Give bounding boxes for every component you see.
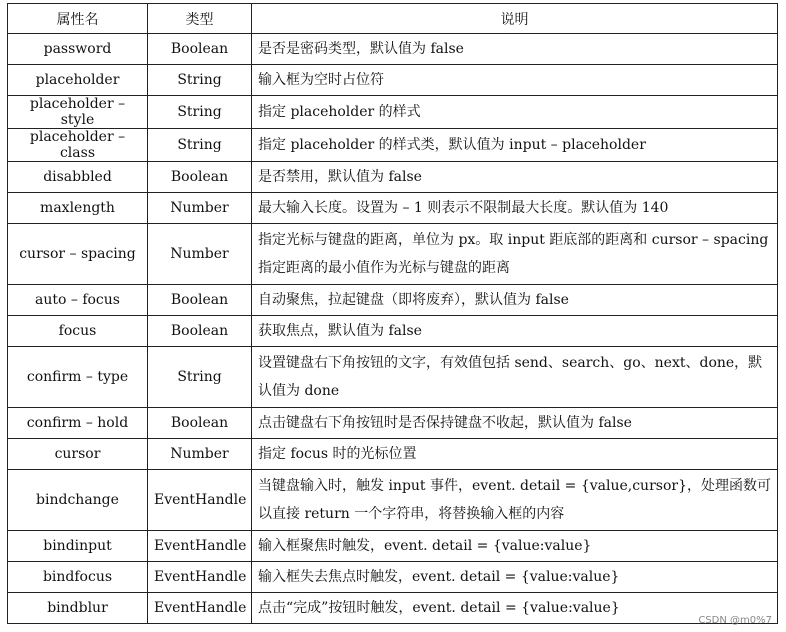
properties-table <box>7 3 778 624</box>
header-desc: 说明 <box>252 4 778 34</box>
table-row <box>8 34 778 65</box>
property-desc: 设置键盘右下角按钮的文字，有效值包括 send、search、go、next、done，默认值为 done <box>252 347 778 408</box>
table-row <box>8 285 778 316</box>
header-type: 类型 <box>148 4 252 34</box>
property-name: placeholder <box>8 65 148 96</box>
table-row <box>8 408 778 439</box>
property-type: Number <box>148 193 252 224</box>
property-type: Number <box>148 439 252 470</box>
property-type: EventHandle <box>148 531 252 562</box>
property-type: Number <box>148 224 252 285</box>
property-type: EventHandle <box>148 562 252 593</box>
property-desc: 点击键盘右下角按钮时是否保持键盘不收起，默认值为 false <box>252 408 778 439</box>
table-row <box>8 470 778 531</box>
property-type: String <box>148 96 252 129</box>
property-name: bindinput <box>8 531 148 562</box>
table-row <box>8 316 778 347</box>
property-desc: 最大输入长度。设置为 – 1 则表示不限制最大长度。默认值为 140 <box>252 193 778 224</box>
property-type: Boolean <box>148 285 252 316</box>
property-type: Boolean <box>148 34 252 65</box>
table-row <box>8 562 778 593</box>
property-name: confirm – type <box>8 347 148 408</box>
property-name: focus <box>8 316 148 347</box>
table-row <box>8 129 778 162</box>
table-row <box>8 593 778 624</box>
csdn-watermark: CSDN @m0%7 <box>698 615 772 626</box>
property-name: disabbled <box>8 162 148 193</box>
property-type: Boolean <box>148 316 252 347</box>
property-type: Boolean <box>148 408 252 439</box>
property-type: String <box>148 129 252 162</box>
property-name: bindblur <box>8 593 148 624</box>
property-type: Boolean <box>148 162 252 193</box>
property-type: EventHandle <box>148 593 252 624</box>
property-desc: 是否禁用，默认值为 false <box>252 162 778 193</box>
property-desc: 指定 placeholder 的样式类，默认值为 input – placeholder <box>252 129 778 162</box>
property-desc: 自动聚焦，拉起键盘（即将废弃），默认值为 false <box>252 285 778 316</box>
property-name: placeholder – class <box>8 129 148 162</box>
property-desc: 获取焦点，默认值为 false <box>252 316 778 347</box>
table-row <box>8 96 778 129</box>
property-name: cursor <box>8 439 148 470</box>
table-row <box>8 439 778 470</box>
table-row <box>8 193 778 224</box>
property-type: EventHandle <box>148 470 252 531</box>
property-desc: 指定 focus 时的光标位置 <box>252 439 778 470</box>
property-desc: 指定光标与键盘的距离，单位为 px。取 input 距底部的距离和 cursor – spacing 指定距离的最小值作为光标与键盘的距离 <box>252 224 778 285</box>
table-row <box>8 531 778 562</box>
property-name: confirm – hold <box>8 408 148 439</box>
property-desc: 输入框失去焦点时触发，event. detail = {value:value} <box>252 562 778 593</box>
property-name: maxlength <box>8 193 148 224</box>
table-row <box>8 162 778 193</box>
property-name: password <box>8 34 148 65</box>
property-name: placeholder – style <box>8 96 148 129</box>
table-row <box>8 65 778 96</box>
property-desc: 输入框为空时占位符 <box>252 65 778 96</box>
table-row <box>8 347 778 408</box>
property-type: String <box>148 65 252 96</box>
property-name: auto – focus <box>8 285 148 316</box>
property-desc: 当键盘输入时，触发 input 事件，event. detail = {value,cursor}，处理函数可以直接 return 一个字符串，将替换输入框的内容 <box>252 470 778 531</box>
table-row <box>8 224 778 285</box>
header-name: 属性名 <box>8 4 148 34</box>
property-name: bindchange <box>8 470 148 531</box>
property-type: String <box>148 347 252 408</box>
property-name: cursor – spacing <box>8 224 148 285</box>
property-desc: 是否是密码类型，默认值为 false <box>252 34 778 65</box>
property-name: bindfocus <box>8 562 148 593</box>
property-desc: 输入框聚焦时触发，event. detail = {value:value} <box>252 531 778 562</box>
table-header-row <box>8 4 778 34</box>
property-desc: 点击“完成”按钮时触发，event. detail = {value:value} <box>252 593 778 624</box>
property-desc: 指定 placeholder 的样式 <box>252 96 778 129</box>
